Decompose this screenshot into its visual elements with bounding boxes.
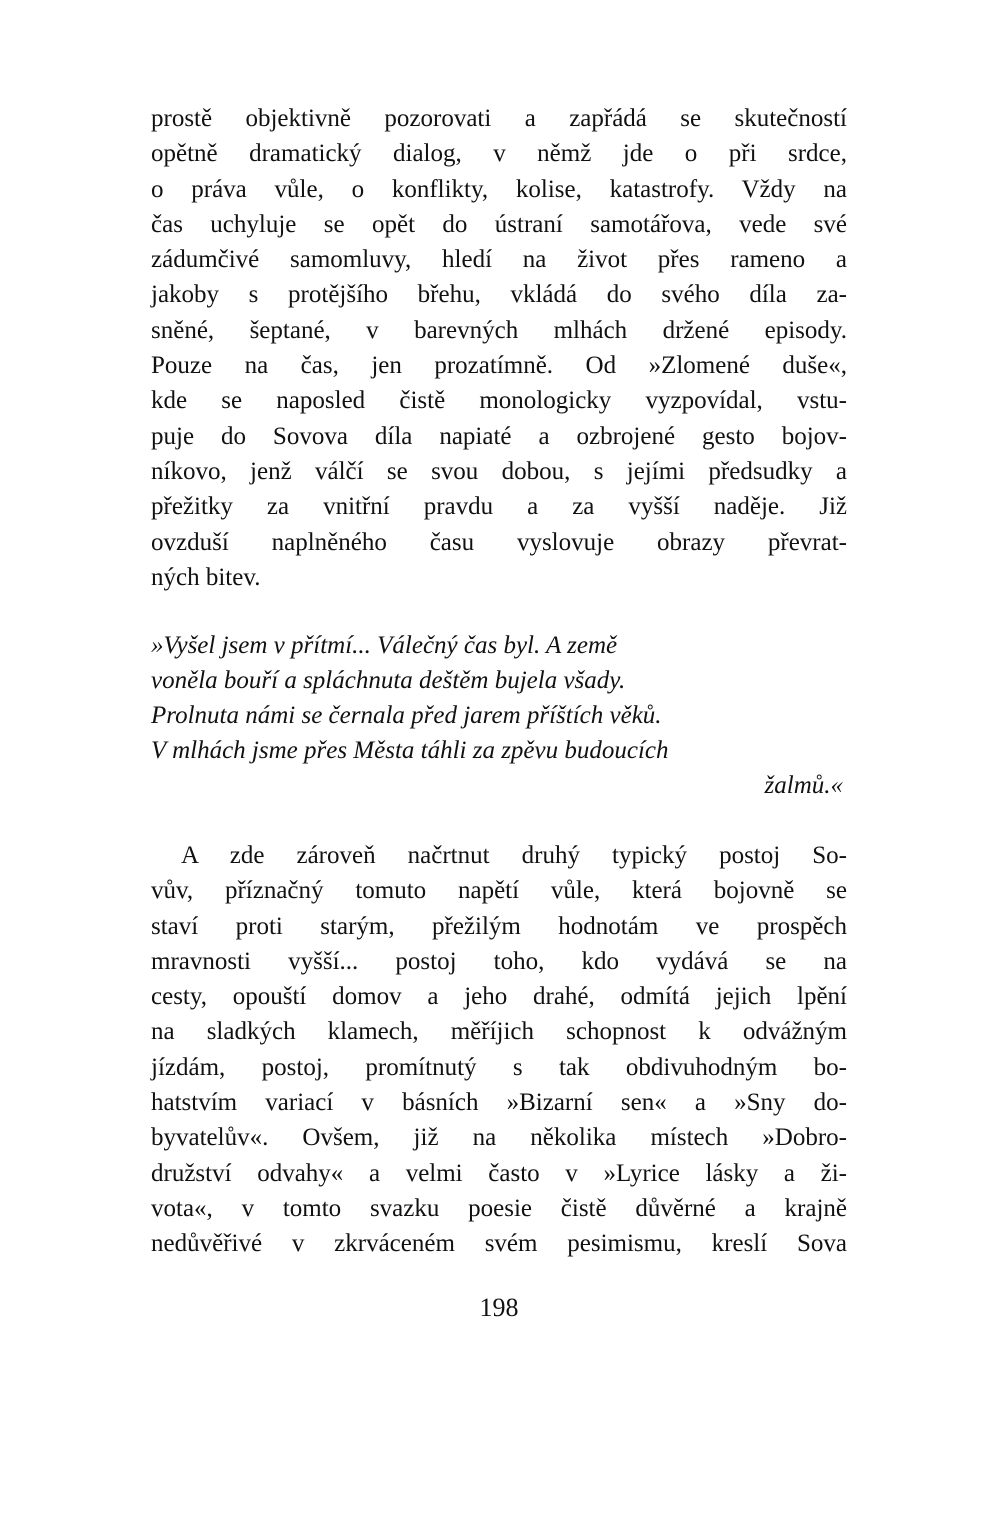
- text-line: byvatelův«. Ovšem, již na několika místech »Dobro-: [151, 1124, 847, 1152]
- body-paragraph-1: [151, 101, 847, 595]
- text-line: sněné, šeptané, v barevných mlhách držené episody.: [151, 316, 847, 344]
- text-line: opětně dramatický dialog, v němž jde o při srdce,: [151, 140, 847, 168]
- verse-line: »Vyšel jsem v přítmí... Válečný čas byl. A země: [151, 632, 618, 659]
- text-line: vota«, v tomto svazku poesie čistě důvěrné a krajně: [151, 1194, 847, 1222]
- page-number: 198: [479, 1293, 519, 1322]
- text-line: ných bitev.: [151, 563, 261, 591]
- verse-line: V mlhách jsme přes Města táhli za zpěvu budoucích: [151, 737, 669, 764]
- text-line: puje do Sovova díla napiaté a ozbrojené gesto bojov-: [151, 422, 847, 450]
- text-line: o práva vůle, o konflikty, kolise, katastrofy. Vždy na: [151, 175, 847, 203]
- text-line: staví proti starým, přežilým hodnotám ve prospěch: [151, 912, 847, 940]
- verse-line: voněla bouří a spláchnuta deštěm bujela všady.: [151, 667, 626, 694]
- text-line: přežitky za vnitřní pravdu a za vyšší naděje. Již: [151, 493, 847, 521]
- text-line: družství odvahy« a velmi často v »Lyrice lásky a ži-: [151, 1159, 847, 1187]
- text-line: Pouze na čas, jen prozatímně. Od »Zlomené duše«,: [151, 352, 847, 380]
- text-line: čas uchyluje se opět do ústraní samotářova, vede své: [151, 210, 847, 238]
- text-line: jakoby s protějšího břehu, vkládá do svého díla za-: [151, 281, 847, 309]
- verse-line: žalmů.«: [764, 772, 843, 799]
- text-line: A zde zároveň načrtnut druhý typický postoj So-: [181, 842, 847, 869]
- text-line: na sladkých klamech, měříjich schopnost k odvážným: [151, 1018, 847, 1046]
- text-line: jízdám, postoj, promítnutý s tak obdivuhodným bo-: [151, 1053, 847, 1081]
- text-line: cesty, opouští domov a jeho drahé, odmítá jejich lpění: [151, 983, 847, 1011]
- quoted-verse: [151, 628, 847, 803]
- text-line: zádumčivé samomluvy, hledí na život přes rameno a: [151, 246, 847, 274]
- body-paragraph-2: [151, 838, 847, 1262]
- text-line: ovzduší naplněného času vyslovuje obrazy převrat-: [151, 528, 847, 556]
- text-line: nedůvěřivé v zkrváceném svém pesimismu, kreslí Sova: [151, 1230, 847, 1258]
- text-line: prostě objektivně pozorovati a zapřádá se skutečností: [151, 105, 847, 132]
- text-line: níkovo, jenž válčí se svou dobou, s jejími předsudky a: [151, 457, 847, 485]
- text-line: hatstvím variací v básních »Bizarní sen« a »Sny do-: [151, 1089, 847, 1117]
- text-line: vův, příznačný tomuto napětí vůle, která bojovně se: [151, 877, 847, 905]
- text-line: kde se naposled čistě monologicky vyzpovídal, vstu-: [151, 387, 847, 415]
- text-line: mravnosti vyšší... postoj toho, kdo vydává se na: [151, 947, 847, 975]
- verse-line: Prolnuta námi se černala před jarem příštích věků.: [151, 702, 662, 729]
